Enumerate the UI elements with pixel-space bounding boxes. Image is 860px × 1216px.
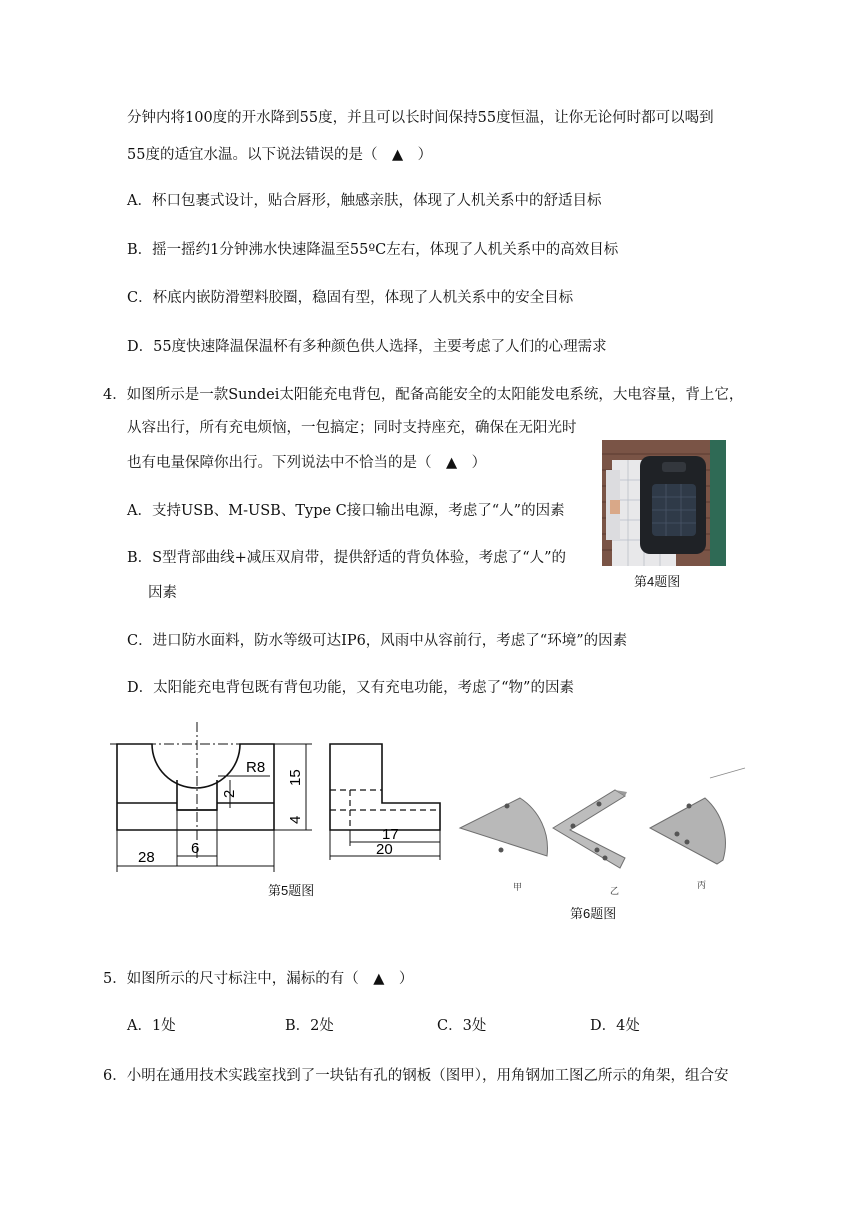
dim-28: 28 [138,849,155,866]
part-a-steel-plate [460,798,547,856]
q5-stem: 5．如图所示的尺寸标注中，漏标的有（ ▲ ） [103,971,414,987]
fig6-label-b: 乙 [610,887,620,897]
solar-backpack-photo [602,440,726,566]
dim-r8: R8 [246,759,266,776]
q3-option-b: B．摇一摇约1分钟沸水快速降温至55ºC左右，体现了人机关系中的高效目标 [127,242,619,258]
q4-option-d: D．太阳能充电背包既有背包功能，又有充电功能，考虑了“物”的因素 [127,680,574,696]
dim-4: 4 [287,815,304,824]
dim-2: 2 [221,789,238,798]
q3-stem-line2: 55度的适宜水温。以下说法错误的是（ ▲ ） [127,147,433,163]
q5-option-b: B．2处 [285,1018,334,1034]
fig5-caption: 第5题图 [268,883,315,898]
dim-6: 6 [191,840,200,857]
q4-option-b: B．S型背部曲线+减压双肩带，提供舒适的背负体验，考虑了“人”的 [127,550,567,566]
fig6-label-a: 甲 [513,883,523,893]
q4-option-c: C．进口防水面料，防水等级可达IP6，风雨中从容前行，考虑了“环境”的因素 [127,633,628,649]
fig6-caption: 第6题图 [570,906,617,921]
dim-20: 20 [376,841,393,858]
fig6-label-c: 丙 [697,881,707,891]
q4-option-b-cont: 因素 [148,585,177,601]
q4-stem-line2: 从容出行，所有充电烦恼，一包搞定；同时支持座充，确保在无阳光时 [127,420,577,436]
dim-17: 17 [382,826,399,843]
part-c-assembly [650,768,745,864]
fig6-drawing [455,778,745,898]
q4-figure-caption: 第4题图 [634,574,681,589]
dim-15: 15 [287,769,304,786]
part-b-angle-bracket [553,790,627,868]
q4-option-a: A．支持USB、M-USB、Type C接口输出电源，考虑了“人”的因素 [127,503,565,519]
q5-option-c: C．3处 [437,1018,487,1034]
q3-stem-line1: 分钟内将100度的开水降到55度，并且可以长时间保持55度恒温，让你无论何时都可以喝到 [127,110,714,126]
q3-option-a: A．杯口包裹式设计，贴合唇形，触感亲肤，体现了人机关系中的舒适目标 [127,193,602,209]
q5-option-a: A．1处 [127,1018,176,1034]
front-view-outline [117,744,274,830]
q4-stem-line3: 也有电量保障你出行。下列说法中不恰当的是（ ▲ ） [127,455,487,471]
side-view-outline [330,744,440,830]
q4-stem-line1: 4．如图所示是一款Sundei太阳能充电背包，配备高能安全的太阳能发电系统，大电容量，背上它， [103,387,744,403]
q3-option-c: C．杯底内嵌防滑塑料胶圈，稳固有型，体现了人机关系中的安全目标 [127,290,574,306]
q5-option-d: D．4处 [590,1018,640,1034]
q3-option-d: D．55度快速降温保温杯有多种颜色供人选择，主要考虑了人们的心理需求 [127,339,607,355]
q6-stem: 6．小明在通用技术实践室找到了一块钻有孔的钢板（图甲），用角钢加工图乙所示的角架，组合安 [103,1068,729,1084]
